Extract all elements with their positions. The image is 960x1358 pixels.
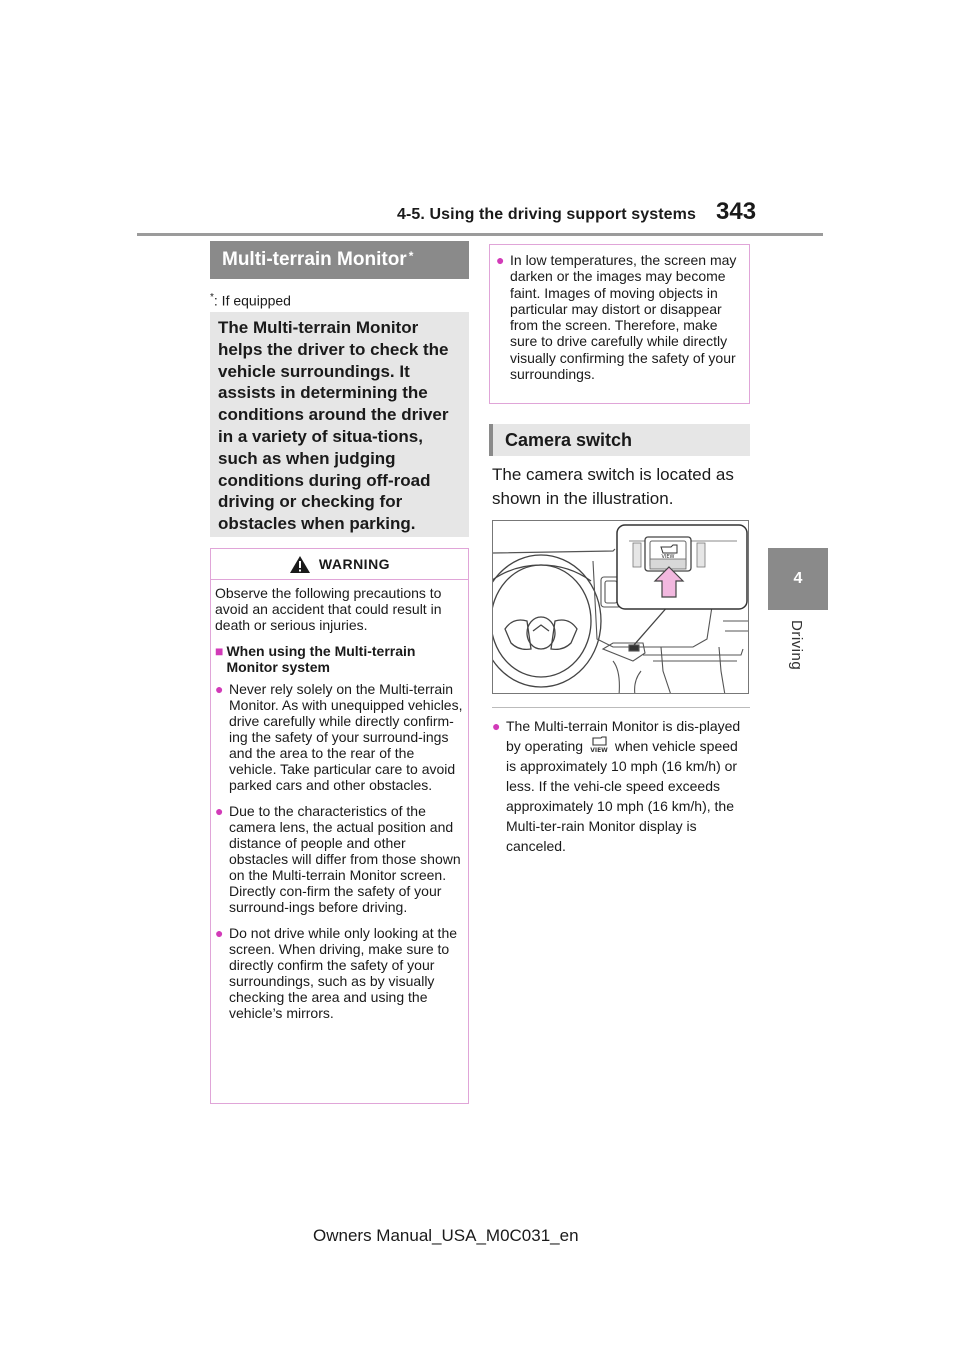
section-title: 4-5. Using the driving support systems — [397, 206, 696, 223]
footnote-text: : If equipped — [213, 292, 291, 309]
note-text-after: when vehicle speed is approximately 10 mph (16 km/h) or less. If the vehi-cle speed exceeds approximately 10 mph (16 km/h), the Multi-ter-rain Monitor display is canceled. — [506, 738, 738, 854]
bullet-icon: ● — [492, 718, 501, 734]
warning-title: WARNING — [318, 556, 391, 572]
intro-text: The Multi-terrain Monitor helps the driver to check the vehicle surroundings. It assists in determining the conditions around the driver in a variety of situa-tions, such as when judging conditions during off-road driving or checking for obstacles when parking. — [218, 318, 449, 534]
bullet-icon: ● — [496, 252, 505, 268]
warning-triangle-icon — [289, 555, 311, 574]
heading-asterisk: * — [408, 249, 414, 263]
view-switch-label: VIEW — [661, 554, 675, 560]
warning-box — [210, 548, 469, 1104]
low-temperature-caution — [489, 244, 750, 404]
square-bullet-icon: ■ — [215, 643, 224, 659]
chapter-number: 4 — [793, 570, 803, 587]
warning-item — [215, 925, 465, 1021]
note-text-before: The Multi-terrain Monitor is dis-played by operating — [506, 718, 741, 754]
warning-subhead — [215, 643, 465, 675]
caution-text: In low temperatures, the screen may darken or the images may become faint. Images of moving objects in particular may distort or disappear from the screen. Therefore, make sure to drive carefully while directly visually confirming the safety of your surroundings. — [510, 252, 737, 383]
warning-body — [215, 585, 465, 1031]
note-text — [506, 716, 750, 856]
intro-panel — [210, 312, 469, 537]
dashboard-illustration — [493, 521, 749, 694]
camera-switch-note — [492, 716, 750, 856]
caution-item — [496, 252, 741, 382]
bullet-icon: ● — [215, 925, 224, 941]
warning-lead: Observe the following precautions to avoid an accident that could result in death or serious injuries. — [215, 585, 442, 633]
view-switch-icon — [587, 736, 611, 754]
warning-item-text: Never rely solely on the Multi-terrain Monitor. As with unequipped vehicles, drive carefully while directly confirm-ing the safety of your surround-ings and the area to the rear of the vehicle. Take particular care to avoid parked cars and other obstacles. — [229, 681, 463, 793]
camera-switch-illustration — [492, 520, 749, 694]
chapter-tab — [768, 548, 828, 610]
illustration-rule — [492, 707, 750, 708]
note-item — [492, 716, 750, 856]
header-rule — [137, 233, 823, 236]
warning-header — [211, 549, 468, 580]
chapter-label: Driving — [788, 620, 805, 671]
multi-terrain-heading-text: Multi-terrain Monitor — [222, 249, 407, 270]
warning-item — [215, 803, 465, 915]
footnote-asterisk: * — [210, 292, 214, 303]
page-number: 343 — [716, 198, 757, 225]
warning-item-text: Due to the characteristics of the camera lens, the actual position and distance of people and other obstacles will differ from those shown on the Multi-terrain Monitor screen. Directly con-firm the safety of your surround-ings before driving. — [229, 803, 461, 915]
bullet-icon: ● — [215, 803, 224, 819]
warning-subhead-text: When using the Multi-terrain Monitor system — [226, 643, 416, 675]
warning-item — [215, 681, 465, 793]
camera-switch-heading — [489, 424, 750, 456]
zoom-callout — [617, 525, 747, 609]
camera-switch-heading-text: Camera switch — [505, 429, 633, 450]
camera-switch-description: The camera switch is located as shown in the illustration. — [492, 465, 734, 508]
equipped-footnote — [210, 292, 291, 309]
footer-doc-id: Owners Manual_USA_M0C031_en — [313, 1226, 579, 1245]
warning-item-text: Do not drive while only looking at the screen. When driving, make sure to directly confirm the safety of your surroundings, such as by visually checking the area and using the vehicle’s mirrors. — [229, 925, 458, 1021]
view-icon-label: VIEW — [590, 747, 608, 754]
multi-terrain-heading — [210, 241, 469, 279]
bullet-icon: ● — [215, 681, 224, 697]
